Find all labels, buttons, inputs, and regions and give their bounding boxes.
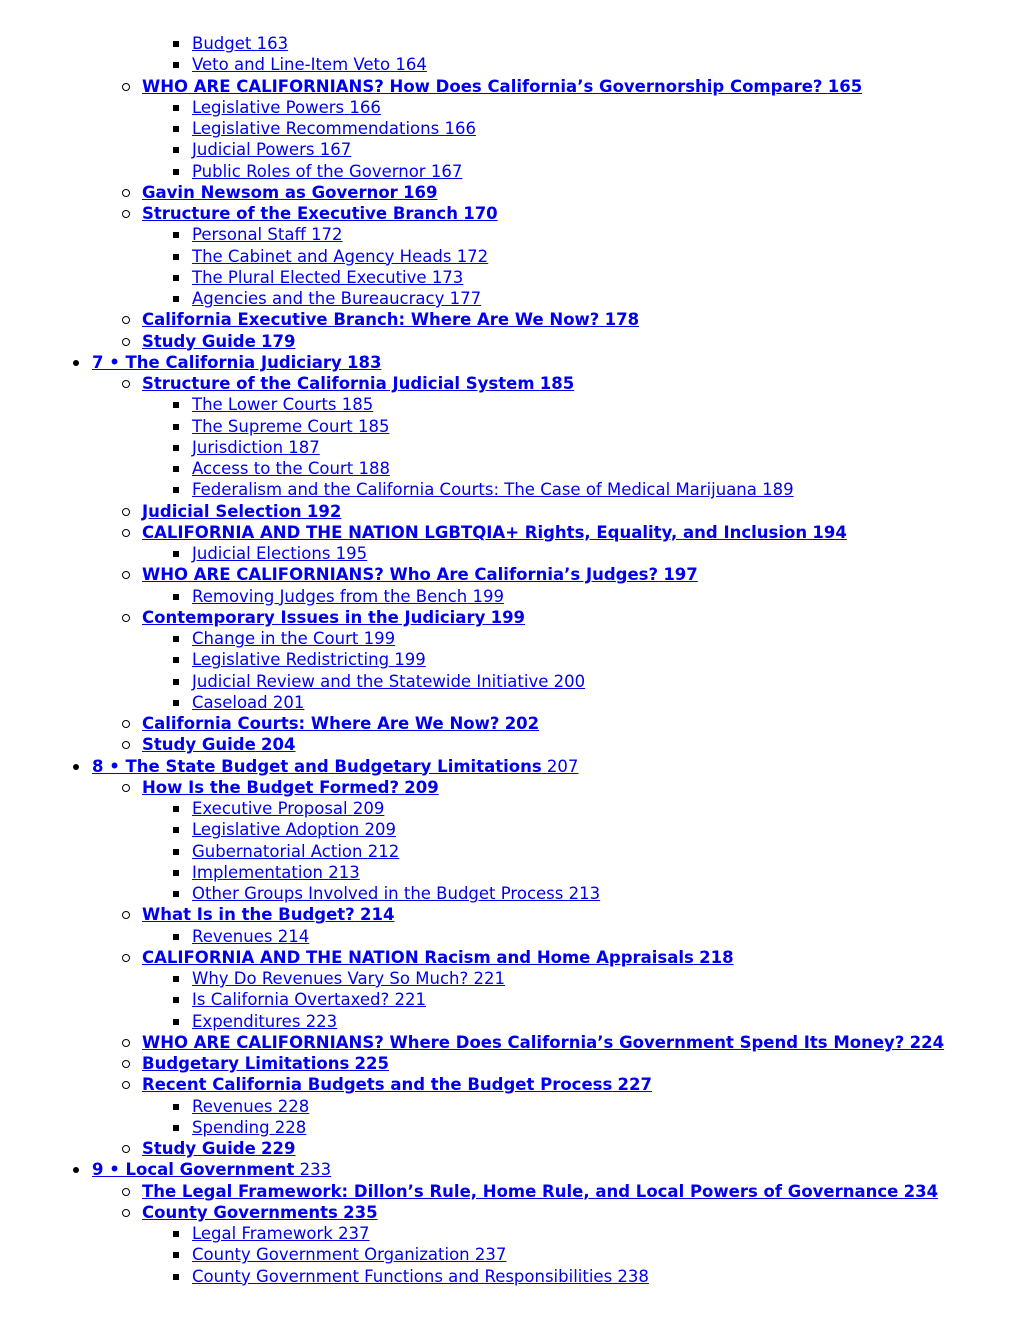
toc-entry-page-number: 233 (299, 1160, 332, 1180)
toc-entry-page-number: 235 (343, 1202, 378, 1222)
square-bullet-icon (173, 551, 179, 557)
toc-entry-title: Recent California Budgets and the Budget Process (142, 1075, 613, 1095)
circle-bullet-icon (122, 954, 130, 962)
circle-bullet-icon (122, 210, 130, 218)
toc-entry-page-number: 194 (812, 522, 847, 542)
square-bullet-icon (173, 169, 179, 175)
square-bullet-icon (173, 976, 179, 982)
toc-entry-title: Is California Overtaxed? (192, 990, 390, 1010)
circle-bullet-icon (122, 529, 130, 537)
toc-entry-title: The Lower Courts (192, 395, 337, 415)
toc-entry-page-number: 195 (335, 544, 368, 563)
circle-bullet-icon (122, 911, 130, 919)
toc-subsection-item (0, 926, 1020, 947)
toc-entry-title: How Is the Budget Formed? (142, 777, 400, 797)
toc-section-link[interactable] (142, 373, 574, 394)
toc-section-link[interactable] (142, 76, 862, 97)
toc-entry-page-number: 178 (604, 310, 640, 330)
toc-subsection-item (0, 1244, 1020, 1265)
toc-entry-title: Contemporary Issues in the Judiciary (142, 607, 486, 627)
toc-entry-title: Veto and Line-Item Veto (192, 55, 391, 75)
square-bullet-icon (173, 147, 179, 153)
toc-section-item (0, 904, 1020, 925)
toc-subsection-item (0, 543, 1020, 564)
toc-section-item (0, 734, 1020, 755)
toc-section-link[interactable] (142, 713, 539, 734)
toc-section-item (0, 331, 1020, 352)
toc-entry-page-number: 209 (352, 799, 385, 818)
toc-entry-title: Structure of the California Judicial System (142, 374, 535, 393)
toc-entry-title: Judicial Powers (192, 140, 315, 160)
circle-bullet-icon (122, 83, 130, 91)
toc-subsection-link[interactable] (192, 628, 395, 649)
toc-entry-title: The Cabinet and Agency Heads (192, 246, 452, 266)
toc-section-item (0, 564, 1020, 585)
toc-entry-title: Legislative Powers (192, 97, 345, 117)
toc-entry-page-number: 212 (367, 841, 400, 861)
toc-entry-title: CALIFORNIA AND THE NATION Racism and Home Appraisals (142, 947, 694, 967)
toc-entry-title: Gubernatorial Action (192, 841, 363, 861)
toc-subsection-link[interactable] (192, 479, 794, 500)
toc-entry-page-number: 165 (827, 76, 863, 96)
toc-subsection-item (0, 671, 1020, 692)
toc-entry-page-number: 199 (394, 650, 426, 670)
toc-entry-title: Legislative Recommendations (192, 119, 440, 138)
toc-entry-page-number: 166 (349, 97, 381, 117)
toc-section-item (0, 1053, 1020, 1074)
toc-chapter-item (0, 756, 1020, 777)
toc-entry-page-number: 228 (277, 1096, 310, 1116)
toc-subsection-link[interactable] (192, 416, 389, 437)
toc-entry-page-number: 199 (472, 586, 505, 606)
toc-section-link[interactable] (142, 777, 439, 798)
toc-entry-title: Study Guide (142, 1139, 256, 1158)
toc-subsection-item (0, 841, 1020, 862)
toc-entry-title: Judicial Review and the Statewide Initiative (192, 671, 549, 691)
toc-section-link[interactable] (142, 947, 734, 968)
toc-subsection-item (0, 989, 1020, 1010)
square-bullet-icon (173, 934, 179, 940)
toc-section-item (0, 309, 1020, 330)
toc-entry-title: 8 • The State Budget and Budgetary Limitations (92, 756, 542, 776)
toc-entry-title: Spending (192, 1117, 270, 1137)
square-bullet-icon (173, 997, 179, 1003)
square-bullet-icon (173, 105, 179, 111)
toc-subsection-item (0, 479, 1020, 500)
toc-section-item (0, 501, 1020, 522)
toc-subsection-link[interactable] (192, 458, 390, 479)
toc-entry-page-number: 202 (504, 714, 540, 733)
toc-section-link[interactable] (142, 1032, 944, 1053)
toc-section-item (0, 1202, 1020, 1223)
toc-section-item (0, 947, 1020, 968)
toc-subsection-link[interactable] (192, 819, 396, 840)
toc-entry-page-number: 201 (272, 692, 305, 712)
toc-subsection-link[interactable] (192, 883, 600, 904)
toc-subsection-link[interactable] (192, 1117, 306, 1138)
square-bullet-icon (173, 1252, 179, 1258)
circle-bullet-icon (122, 1081, 130, 1089)
circle-bullet-icon (122, 380, 130, 388)
toc-entry-title: Change in the Court (192, 629, 359, 648)
toc-section-item (0, 713, 1020, 734)
toc-chapter-item (0, 352, 1020, 373)
square-bullet-icon (173, 679, 179, 685)
toc-section-link[interactable] (142, 1181, 938, 1202)
toc-entry-title: Study Guide (142, 735, 256, 755)
toc-subsection-item (0, 458, 1020, 479)
toc-entry-page-number: 227 (617, 1075, 652, 1095)
toc-entry-title: The Legal Framework: Dillon’s Rule, Home Rule, and Local Powers of Governance (142, 1181, 899, 1201)
square-bullet-icon (173, 849, 179, 855)
toc-subsection-item (0, 649, 1020, 670)
toc-entry-page-number: 218 (699, 947, 734, 967)
toc-entry-title: CALIFORNIA AND THE NATION LGBTQIA+ Rights, Equality, and Inclusion (142, 522, 808, 542)
toc-subsection-item (0, 1223, 1020, 1244)
toc-subsection-link[interactable] (192, 394, 373, 415)
toc-section-link[interactable] (142, 1138, 295, 1159)
toc-section-item (0, 203, 1020, 224)
toc-entry-page-number: 192 (306, 501, 342, 521)
toc-entry-title: Legal Framework (192, 1224, 333, 1243)
toc-entry-title: Revenues (192, 1096, 273, 1116)
square-bullet-icon (173, 126, 179, 132)
square-bullet-icon (173, 827, 179, 833)
circle-bullet-icon (122, 1188, 130, 1196)
toc-chapter-link[interactable] (92, 1159, 331, 1180)
toc-entry-page-number: 213 (328, 862, 360, 882)
circle-bullet-icon (122, 1209, 130, 1217)
toc-subsection-link[interactable] (192, 862, 360, 883)
circle-bullet-icon (122, 741, 130, 749)
toc-entry-page-number: 187 (288, 437, 320, 457)
square-bullet-icon (173, 466, 179, 472)
square-bullet-icon (173, 891, 179, 897)
circle-bullet-icon (122, 1145, 130, 1153)
toc-chapter-link[interactable] (92, 352, 381, 373)
toc-entry-title: Structure of the Executive Branch (142, 204, 458, 223)
circle-bullet-icon (122, 784, 130, 792)
toc-entry-title: The Plural Elected Executive (192, 267, 427, 287)
toc-entry-title: Budgetary Limitations (142, 1054, 350, 1073)
toc-entry-title: What Is in the Budget? (142, 905, 355, 925)
toc-entry-page-number: 172 (311, 225, 343, 245)
toc-subsection-item (0, 1266, 1020, 1287)
toc-subsection-item (0, 54, 1020, 75)
circle-bullet-icon (122, 508, 130, 516)
toc-entry-title: Executive Proposal (192, 799, 348, 818)
toc-entry-title: Budget (192, 34, 252, 53)
toc-subsection-item (0, 1096, 1020, 1117)
toc-section-item (0, 777, 1020, 798)
toc-section-item (0, 1181, 1020, 1202)
circle-bullet-icon (122, 338, 130, 346)
toc-subsection-link[interactable] (192, 671, 585, 692)
toc-subsection-item (0, 288, 1020, 309)
square-bullet-icon (173, 700, 179, 706)
toc-entry-title: Removing Judges from the Bench (192, 586, 468, 606)
circle-bullet-icon (122, 614, 130, 622)
toc-entry-title: 7 • The California Judiciary (92, 352, 342, 372)
toc-entry-page-number: 169 (403, 182, 438, 202)
toc-subsection-item (0, 968, 1020, 989)
toc-entry-page-number: 163 (256, 34, 289, 53)
toc-entry-page-number: 221 (394, 990, 426, 1010)
square-bullet-icon (173, 445, 179, 451)
toc-entry-page-number: 185 (357, 416, 390, 436)
toc-subsection-item (0, 118, 1020, 139)
toc-entry-title: Federalism and the California Courts: The Case of Medical Marijuana (192, 480, 757, 500)
toc-entry-page-number: 229 (261, 1139, 296, 1158)
toc-subsection-item (0, 798, 1020, 819)
square-bullet-icon (173, 1104, 179, 1110)
toc-section-item (0, 76, 1020, 97)
toc-entry-page-number: 188 (358, 459, 390, 478)
toc-entry-page-number: 170 (463, 204, 498, 223)
square-bullet-icon (173, 657, 179, 663)
circle-bullet-icon (122, 571, 130, 579)
square-bullet-icon (173, 402, 179, 408)
toc-subsection-link[interactable] (192, 989, 426, 1010)
toc-subsection-item (0, 883, 1020, 904)
disc-bullet-icon (73, 1167, 79, 1173)
toc-entry-page-number: 185 (341, 395, 374, 415)
toc-section-link[interactable] (142, 182, 438, 203)
toc-subsection-link[interactable] (192, 649, 426, 670)
toc-subsection-item (0, 246, 1020, 267)
toc-entry-page-number: 189 (762, 480, 794, 500)
toc-subsection-link[interactable] (192, 968, 505, 989)
toc-subsection-link[interactable] (192, 1244, 506, 1265)
toc-entry-title: Public Roles of the Governor (192, 161, 426, 181)
toc-entry-page-number: 209 (364, 820, 397, 840)
toc-section-item (0, 1074, 1020, 1095)
circle-bullet-icon (122, 720, 130, 728)
toc-entry-page-number: 224 (909, 1032, 945, 1052)
toc-entry-page-number: 179 (261, 331, 296, 351)
toc-entry-page-number: 223 (305, 1011, 338, 1031)
circle-bullet-icon (122, 189, 130, 197)
square-bullet-icon (173, 62, 179, 68)
toc-section-link[interactable] (142, 1053, 389, 1074)
toc-subsection-item (0, 416, 1020, 437)
toc-entry-title: County Government Functions and Responsibilities (192, 1266, 613, 1286)
toc-section-link[interactable] (142, 203, 498, 224)
toc-subsection-link[interactable] (192, 1266, 649, 1287)
toc-entry-page-number: 213 (568, 884, 601, 903)
toc-subsection-link[interactable] (192, 798, 384, 819)
toc-entry-page-number: 225 (354, 1054, 389, 1073)
toc-subsection-item (0, 437, 1020, 458)
toc-section-link[interactable] (142, 309, 639, 330)
toc-entry-title: County Governments (142, 1202, 338, 1222)
square-bullet-icon (173, 1019, 179, 1025)
toc-subsection-item (0, 267, 1020, 288)
square-bullet-icon (173, 41, 179, 47)
toc-subsection-item (0, 139, 1020, 160)
toc-entry-page-number: 197 (663, 565, 698, 585)
disc-bullet-icon (73, 764, 79, 770)
toc-subsection-item (0, 819, 1020, 840)
toc-entry-title: California Executive Branch: Where Are We Now? (142, 310, 600, 330)
toc-entry-title: Personal Staff (192, 225, 306, 245)
toc-entry-page-number: 166 (444, 119, 476, 138)
toc-subsection-link[interactable] (192, 437, 320, 458)
toc-subsection-item (0, 33, 1020, 54)
toc-entry-page-number: 183 (347, 352, 382, 372)
circle-bullet-icon (122, 1060, 130, 1068)
toc-section-item (0, 182, 1020, 203)
toc-entry-page-number: 199 (363, 629, 396, 648)
toc-entry-title: Legislative Adoption (192, 820, 360, 840)
toc-subsection-link[interactable] (192, 1223, 370, 1244)
toc-entry-page-number: 167 (430, 161, 463, 181)
toc-subsection-link[interactable] (192, 139, 351, 160)
toc-subsection-item (0, 97, 1020, 118)
square-bullet-icon (173, 1274, 179, 1280)
toc-subsection-item (0, 1011, 1020, 1032)
toc-chapter-link[interactable] (92, 756, 578, 777)
toc-subsection-link[interactable] (192, 1011, 337, 1032)
toc-entry-title: Jurisdiction (192, 437, 284, 457)
toc-subsection-link[interactable] (192, 224, 343, 245)
table-of-contents (0, 33, 1020, 1287)
toc-section-link[interactable] (142, 522, 847, 543)
toc-entry-title: Implementation (192, 862, 324, 882)
toc-entry-title: California Courts: Where Are We Now? (142, 714, 500, 733)
toc-entry-title: Expenditures (192, 1011, 301, 1031)
toc-entry-title: 9 • Local Government (92, 1160, 295, 1180)
toc-entry-page-number: 238 (617, 1266, 649, 1286)
toc-subsection-link[interactable] (192, 543, 367, 564)
square-bullet-icon (173, 296, 179, 302)
toc-section-item (0, 373, 1020, 394)
toc-section-link[interactable] (142, 1074, 652, 1095)
toc-subsection-item (0, 1117, 1020, 1138)
toc-entry-page-number: 185 (539, 374, 575, 393)
toc-entry-page-number: 167 (319, 140, 352, 160)
toc-section-item (0, 522, 1020, 543)
toc-subsection-link[interactable] (192, 288, 481, 309)
toc-entry-title: County Government Organization (192, 1245, 470, 1265)
toc-subsection-item (0, 628, 1020, 649)
toc-entry-title: Access to the Court (192, 459, 354, 478)
toc-entry-title: WHO ARE CALIFORNIANS? Who Are California’s Judges? (142, 565, 659, 585)
toc-entry-page-number: 173 (431, 267, 464, 287)
toc-subsection-item (0, 586, 1020, 607)
toc-subsection-item (0, 161, 1020, 182)
square-bullet-icon (173, 424, 179, 430)
square-bullet-icon (173, 594, 179, 600)
square-bullet-icon (173, 232, 179, 238)
toc-entry-title: WHO ARE CALIFORNIANS? Where Does California’s Government Spend Its Money? (142, 1032, 905, 1052)
square-bullet-icon (173, 254, 179, 260)
square-bullet-icon (173, 487, 179, 493)
toc-subsection-link[interactable] (192, 118, 476, 139)
square-bullet-icon (173, 1231, 179, 1237)
toc-subsection-link[interactable] (192, 97, 381, 118)
square-bullet-icon (173, 870, 179, 876)
toc-section-link[interactable] (142, 607, 525, 628)
toc-entry-page-number: 228 (274, 1117, 307, 1137)
toc-subsection-item (0, 394, 1020, 415)
toc-subsection-link[interactable] (192, 54, 427, 75)
square-bullet-icon (173, 1125, 179, 1131)
toc-entry-title: Revenues (192, 926, 273, 946)
toc-subsection-link[interactable] (192, 161, 462, 182)
toc-section-item (0, 607, 1020, 628)
toc-entry-page-number: 237 (474, 1245, 507, 1265)
toc-entry-title: WHO ARE CALIFORNIANS? How Does California’s Governorship Compare? (142, 76, 823, 96)
toc-section-item (0, 1032, 1020, 1053)
toc-entry-page-number: 177 (449, 289, 482, 308)
toc-entry-page-number: 237 (338, 1224, 370, 1243)
toc-subsection-link[interactable] (192, 267, 463, 288)
square-bullet-icon (173, 275, 179, 281)
toc-entry-title: Legislative Redistricting (192, 650, 390, 670)
toc-entry-page-number: 209 (404, 777, 439, 797)
toc-entry-title: Judicial Elections (192, 544, 331, 563)
toc-entry-title: Study Guide (142, 331, 256, 351)
toc-subsection-link[interactable] (192, 692, 304, 713)
square-bullet-icon (173, 806, 179, 812)
toc-subsection-link[interactable] (192, 33, 288, 54)
square-bullet-icon (173, 636, 179, 642)
toc-section-item (0, 1138, 1020, 1159)
disc-bullet-icon (73, 360, 79, 366)
toc-subsection-item (0, 224, 1020, 245)
toc-entry-page-number: 199 (490, 607, 526, 627)
toc-entry-title: The Supreme Court (192, 416, 353, 436)
toc-entry-page-number: 214 (359, 905, 395, 925)
toc-subsection-link[interactable] (192, 586, 504, 607)
toc-entry-title: Judicial Selection (142, 501, 302, 521)
toc-section-link[interactable] (142, 501, 341, 522)
toc-entry-page-number: 200 (553, 671, 586, 691)
circle-bullet-icon (122, 1039, 130, 1047)
toc-entry-page-number: 204 (261, 735, 296, 755)
toc-entry-page-number: 207 (546, 756, 579, 776)
toc-entry-title: Caseload (192, 692, 268, 712)
toc-subsection-link[interactable] (192, 1096, 309, 1117)
toc-entry-title: Other Groups Involved in the Budget Process (192, 884, 564, 903)
toc-entry-title: Why Do Revenues Vary So Much? (192, 969, 469, 988)
toc-section-link[interactable] (142, 331, 295, 352)
toc-entry-title: Agencies and the Bureaucracy (192, 289, 445, 308)
toc-subsection-link[interactable] (192, 246, 488, 267)
toc-entry-page-number: 234 (903, 1181, 939, 1201)
toc-section-link[interactable] (142, 904, 394, 925)
toc-entry-page-number: 221 (473, 969, 505, 988)
toc-subsection-link[interactable] (192, 841, 399, 862)
toc-subsection-link[interactable] (192, 926, 309, 947)
toc-subsection-item (0, 692, 1020, 713)
circle-bullet-icon (122, 316, 130, 324)
toc-entry-title: Gavin Newsom as Governor (142, 182, 398, 202)
toc-chapter-item (0, 1159, 1020, 1180)
toc-entry-page-number: 214 (277, 926, 310, 946)
toc-section-link[interactable] (142, 1202, 378, 1223)
toc-section-link[interactable] (142, 734, 295, 755)
toc-entry-page-number: 172 (456, 246, 489, 266)
toc-entry-page-number: 164 (395, 55, 427, 75)
toc-subsection-item (0, 862, 1020, 883)
toc-section-link[interactable] (142, 564, 698, 585)
